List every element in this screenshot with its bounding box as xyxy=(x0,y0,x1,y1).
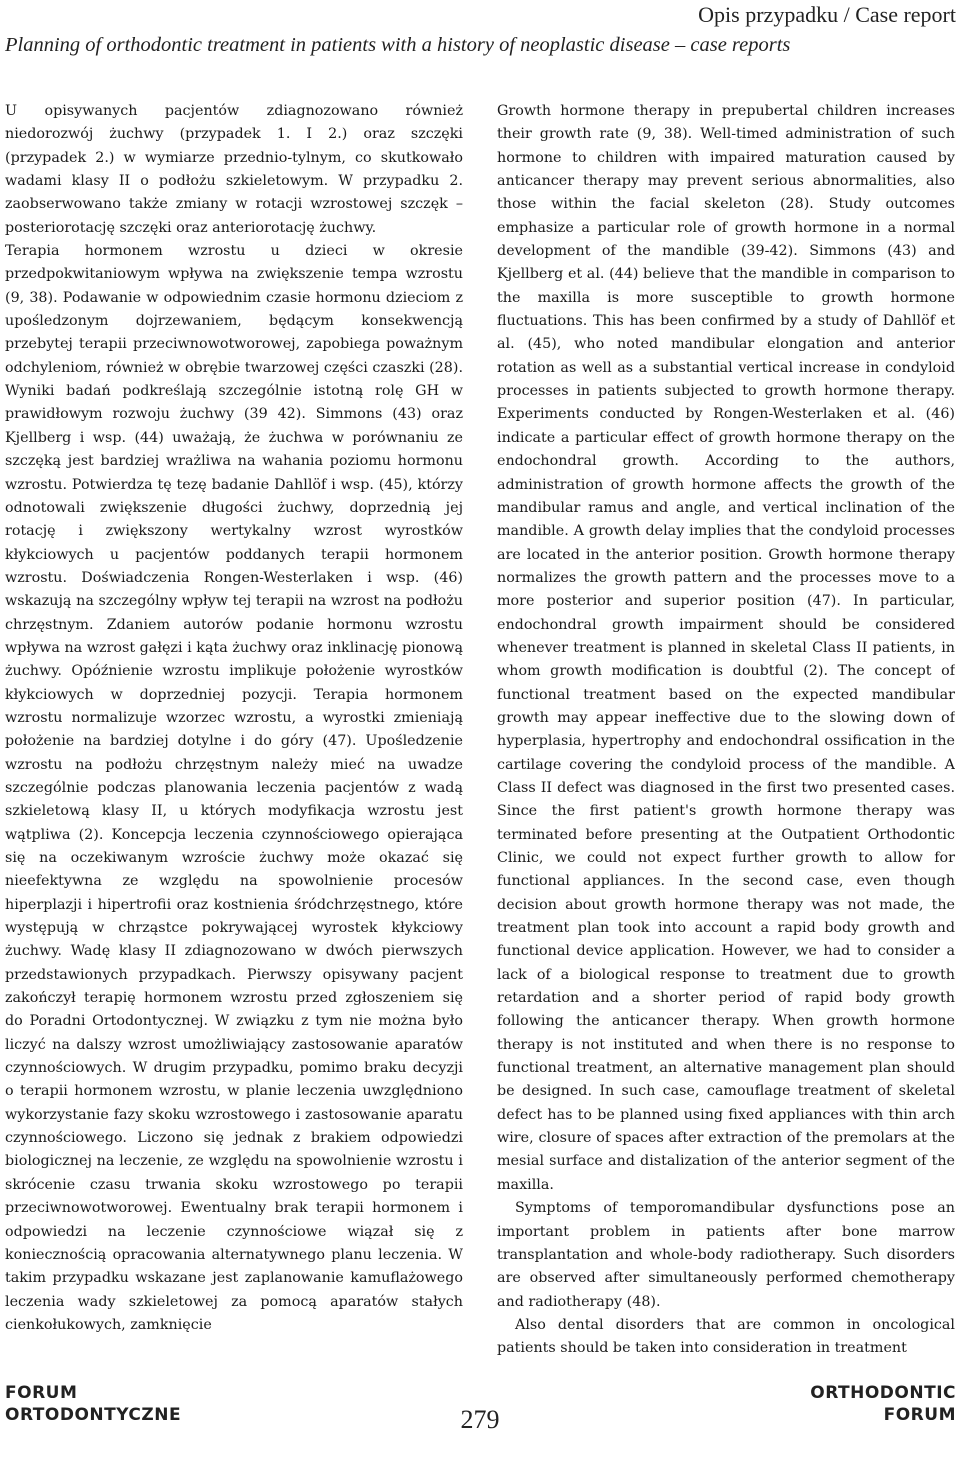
left-column-polish xyxy=(5,100,463,1362)
footer-left-line-1: FORUM xyxy=(5,1383,78,1403)
right-column-english xyxy=(497,100,955,1362)
section-label: Opis przypadku / Case report xyxy=(698,2,956,27)
running-title: Planning of orthodontic treatment in patients with a history of neoplastic disease – case reports xyxy=(5,34,791,56)
footer-right-line-1: ORTHODONTIC xyxy=(810,1383,956,1403)
footer-left-line-2: ORTODONTYCZNE xyxy=(5,1405,182,1425)
right-paragraph-2: Symptoms of temporomandibular dysfunctions pose an important problem in patients after bone marrow transplantation and whole-body radiotherapy. Such disorders are observed after simultaneously performed chemotherapy and radiotherapy (48). xyxy=(497,1200,955,1310)
page-number: 279 xyxy=(460,1405,500,1434)
right-paragraph-1: Growth hormone therapy in prepubertal children increases their growth rate (9, 38). Well-timed administration of such hormone to children with impaired maturation caused by anticancer therapy may prevent serious abnormalities, also those within the facial skeleton (28). Study outcomes emphasize a particular role of growth hormone in a normal development of the mandible (39-42). Simmons (43) and Kjellberg et al. (44) believe that the mandible in comparison to the maxilla is more susceptible to growth hormone fluctuations. This has been confirmed by a study of Dahllöf et al. (45), who noted mandibular elongation and anterior rotation as well as a substantial vertical increase in condyloid processes in patients subjected to growth hormone therapy. Experiments conducted by Rongen-Westerlaken et al. (46) indicate a particular effect of growth hormone therapy on the endochondral growth. According to the authors, administration of growth hormone affects the growth of the mandibular ramus and angle, and vertical inclination of the mandible. A growth delay implies that the condyloid processes are located in the anterior position. Growth hormone therapy normalizes the growth pattern and the processes move to a more posterior and superior position (47). In particular, endochondral growth impairment should be considered whenever treatment is planned in skeletal Class II patients, in whom growth modification is doubtful (2). The concept of functional treatment based on the expected mandibular growth may appear ineffective due to the slowing down of hyperplasia, hypertrophy and endochondral ossification in the cartilage covering the condyloid process of the mandible. A Class II defect was diagnosed in the first two presented cases. Since the first patient's growth hormone therapy was terminated before presenting at the Outpatient Orthodontic Clinic, we could not expect further growth to allow for functional appliances. In the second case, even though decision about growth hormone therapy was not made, the treatment plan took into account a rapid body growth and functional device application. However, we had to consider a lack of a biological response to treatment due to growth retardation and a shorter period of rapid body growth following the anticancer therapy. When growth hormone therapy is not instituted and when there is no response to functional treatment, an alternative management plan should be designed. In such case, camouflage treatment of skeletal defect has to be planned using fixed appliances with thin arch wire, closure of spaces after extraction of the premolars at the mesial surface and distalization of the anterior segment of the maxilla. xyxy=(497,103,955,1193)
right-paragraph-3: Also dental disorders that are common in oncological patients should be taken into consideration in treatment xyxy=(497,1316,955,1357)
left-paragraph-1: U opisywanych pacjentów zdiagnozowano również niedorozwój żuchwy (przypadek 1. I 2.) oraz szczęki (przypadek 2.) w wymiarze przednio-tylnym, co skutkowało wadami klasy II o podłożu szkieletowym. W przypadku 2. zaobserwowano także zmiany w rotacji wzrostowej szczęk – posteriorotację szczęki oraz anteriorotację żuchwy. xyxy=(5,103,463,236)
footer-journal-en xyxy=(810,1382,956,1426)
left-paragraph-2: Terapia hormonem wzrostu u dzieci w okresie przedpokwitaniowym wpływa na zwiększenie tempa wzrostu (9, 38). Podawanie w odpowiednim czasie hormonu dzieciom z upośledzonym dojrzewaniem, będącym konsekwencją przebytej terapii przeciwnowotworowej, zapobiega poważnym odchyleniom, również w obrębie twarzowej części czaszki (28). Wyniki badań podkreślają szczególnie istotną rolę GH w prawidłowym rozwoju żuchwy (39 42). Simmons (43) oraz Kjellberg i wsp. (44) uważają, że żuchwa w porównaniu ze szczęką jest bardziej wrażliwa na wahania poziomu hormonu wzrostu. Potwierdza tę tezę badanie Dahllöf i wsp. (45), którzy odnotowali zwiększenie długości żuchwy, doprzednią jej rotację i zwiększony wertykalny wzrost wyrostków kłykciowych u pacjentów poddanych terapii hormonem wzrostu. Doświadczenia Rongen-Westerlaken i wsp. (46) wskazują na szczególny wpływ tej terapii na wzrost na podłożu chrzęstnym. Zdaniem autorów podanie hormonu wzrostu wpływa na wzrost gałęzi i kąta żuchwy oraz inklinację pionową żuchwy. Opóźnienie wzrostu implikuje położenie wyrostków kłykciowych w doprzedniej pozycji. Terapia hormonem wzrostu normalizuje wzorzec wzrostu, a wyrostki zmieniają położenie na bardziej dotylne i do góry (47). Upośledzenie wzrostu na podłożu chrzęstnym należy mieć na uwadze szczególnie podczas planowania leczenia pacjentów z wadą szkieletową klasy II, u których modyfikacja wzrostu jest wątpliwa (2). Koncepcja leczenia czynnościowego opierająca się na oczekiwanym wzroście żuchwy może okazać się nieefektywna ze względu na spowolnienie procesów hiperplazji i hipertrofii oraz kostnienia śródchrzęstnego, które występują w chrząstce pokrywającej wyrostek kłykciowy żuchwy. Wadę klasy II zdiagnozowano w dwóch pierwszych przedstawionych przypadkach. Pierwszy opisywany pacjent zakończył terapię hormonem wzrostu przed zgłoszeniem się do Poradni Ortodontycznej. W związku z tym nie można było liczyć na dalszy wzrost umożliwiający zastosowanie aparatów czynnościowych. W drugim przypadku, pomimo braku decyzji o terapii hormonem wzrostu, w planie leczenia uwzględniono wykorzystanie fazy skoku wzrostowego i zastosowanie aparatu czynnościowego. Liczono się jednak z brakiem odpowiedzi biologicznej na leczenie, ze względu na spowolnienie wzrostu i skrócenie czasu trwania skoku wzrostowego po terapii przeciwnowotworowej. Ewentualny brak terapii hormonem i odpowiedzi na leczenie czynnościowe wiązał się z koniecznością opracowania alternatywnego planu leczenia. W takim przypadku wskazane jest zaplanowanie kamuflażowego leczenia wady szkieletowej za pomocą aparatów stałych cienkołukowych, zamknięcie xyxy=(5,243,463,1333)
footer-right-line-2: FORUM xyxy=(883,1405,956,1425)
